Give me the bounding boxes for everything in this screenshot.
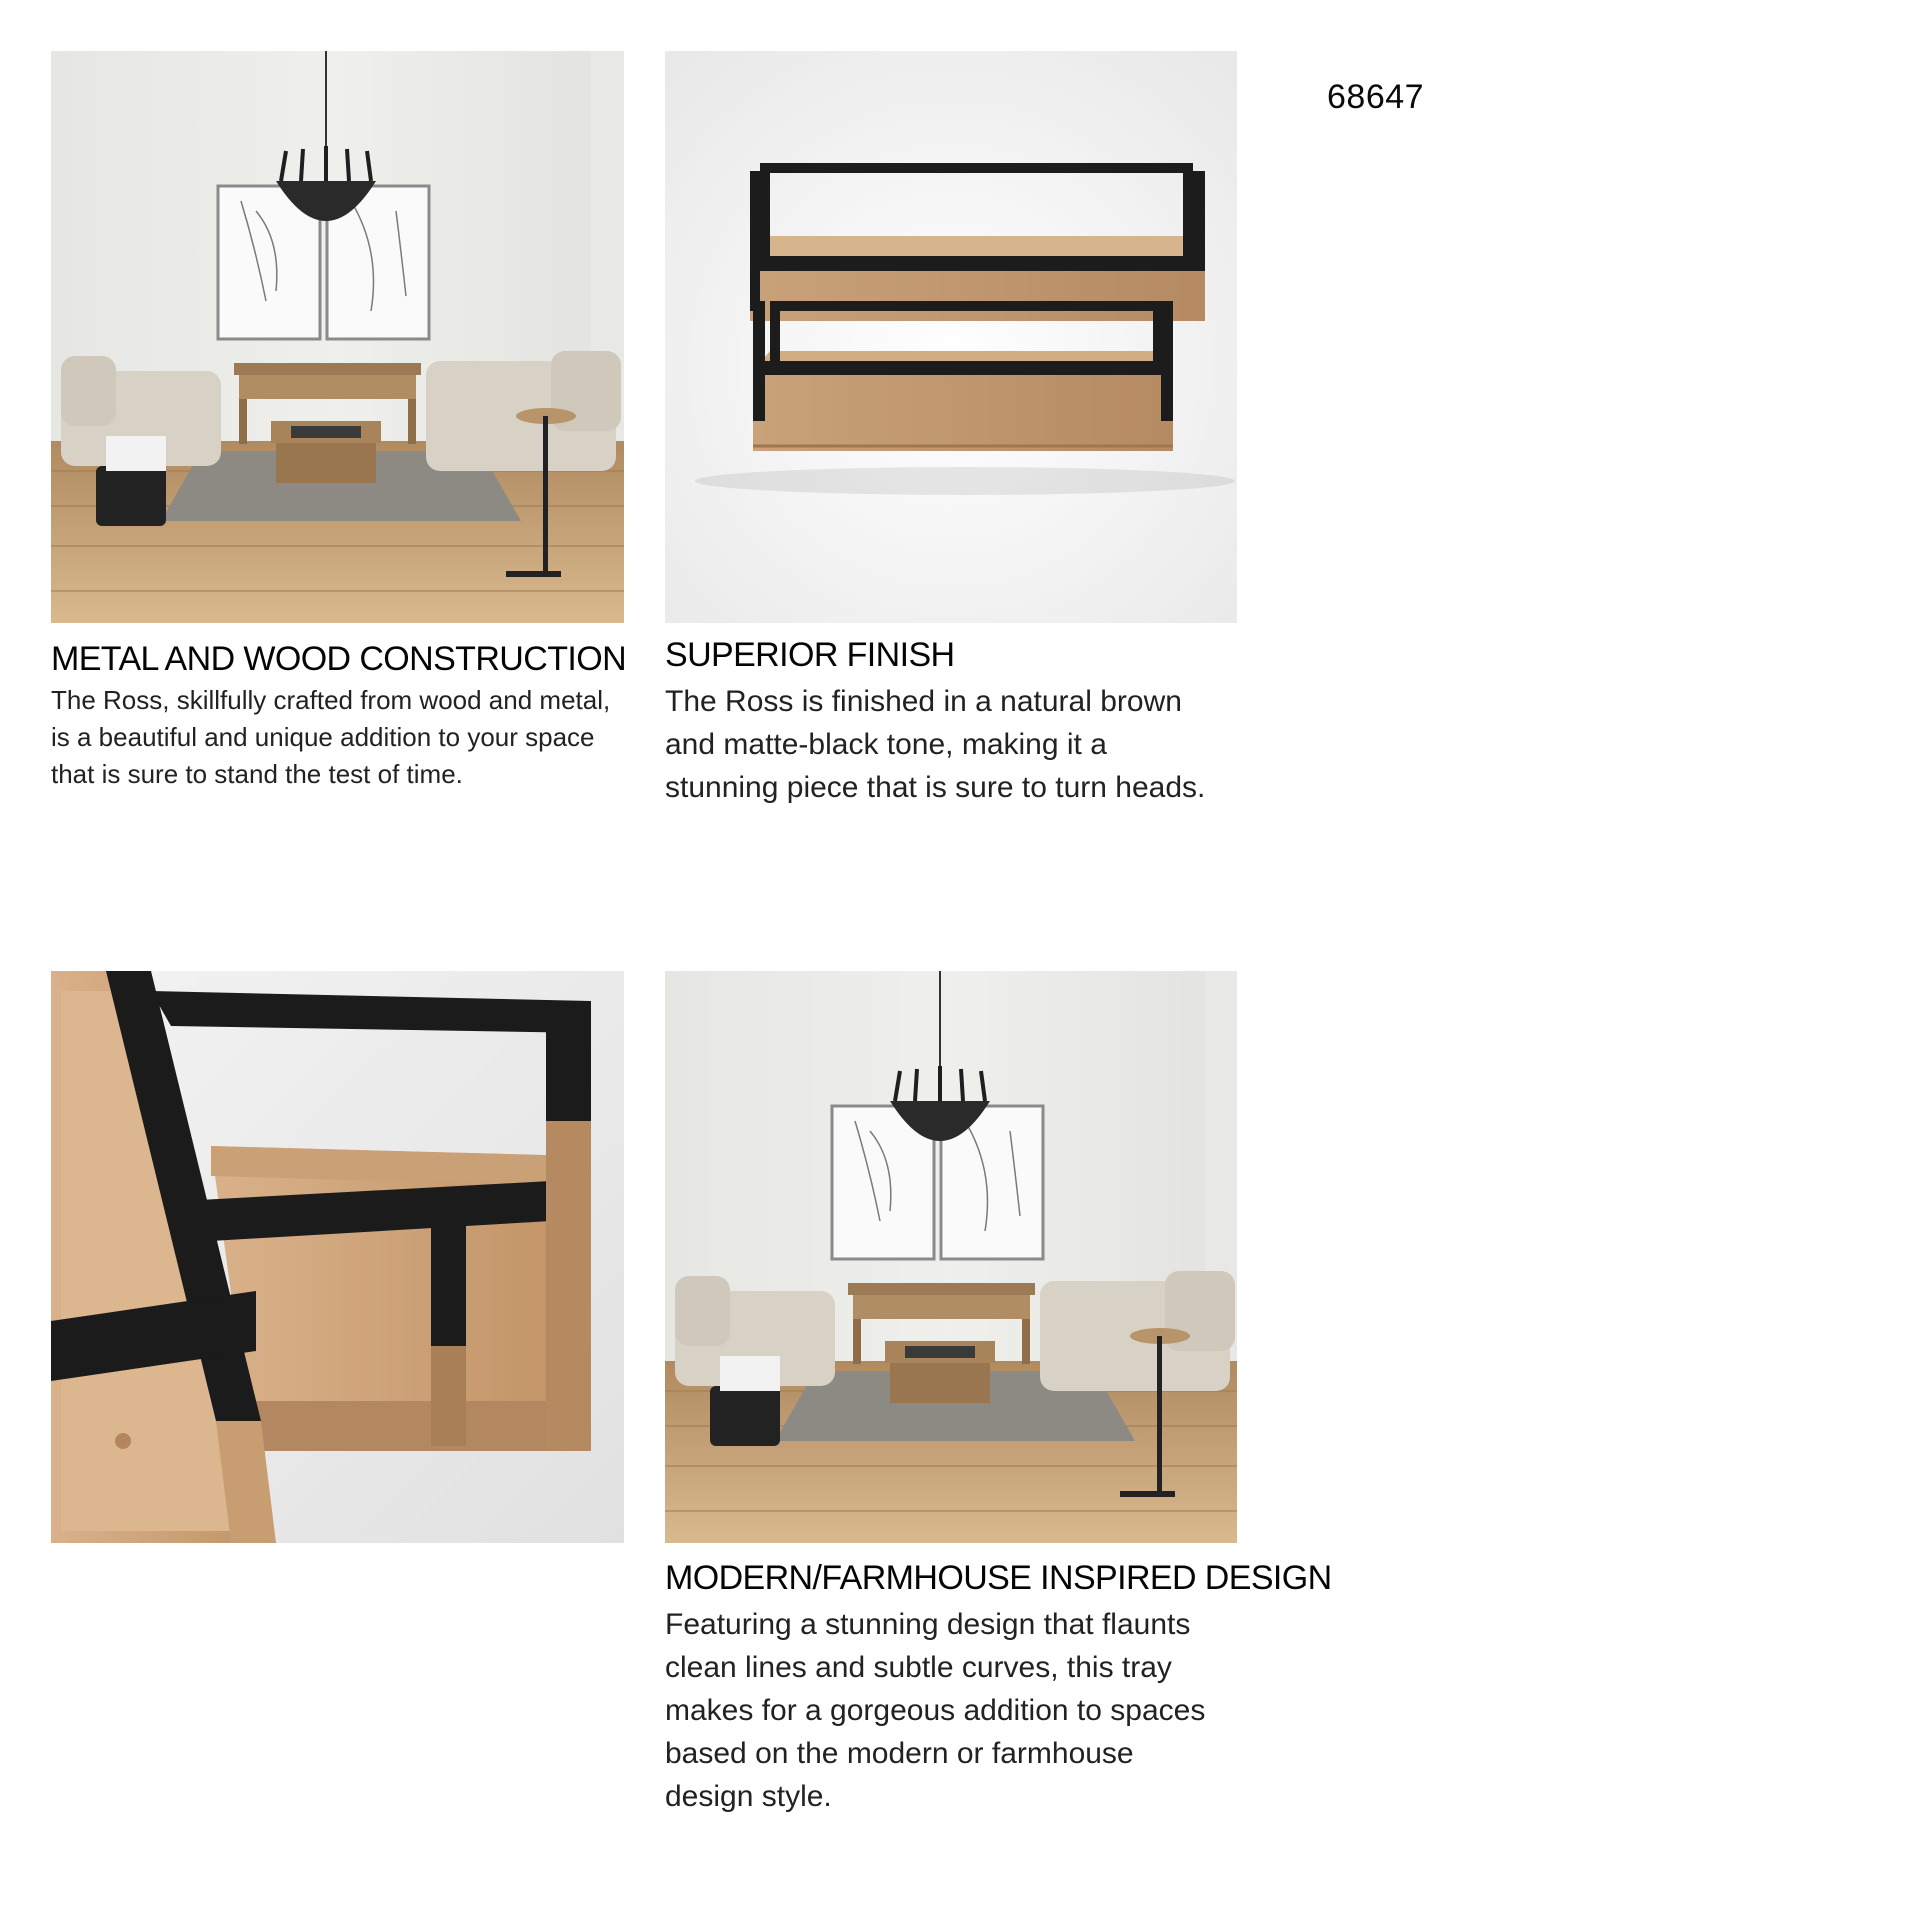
product-id: 68647 (1327, 78, 1425, 116)
feature-description: The Ross is finished in a natural brown and matte-black tone, making it a stunning piece that is sure to turn heads. (665, 685, 1206, 804)
feature-title: SUPERIOR FINISH (665, 636, 955, 674)
feature-description: Featuring a stunning design that flaunts clean lines and subtle curves, this tray makes for a gorgeous addition to spaces based on the modern or farmhouse design style. (665, 1608, 1206, 1813)
nested-trays-photo (665, 51, 1237, 623)
living-room-alt-photo (665, 971, 1237, 1543)
feature-description: The Ross, skillfully crafted from wood and metal, is a beautiful and unique addition to your space that is sure to stand the test of time. (51, 685, 611, 789)
living-room-photo (51, 51, 624, 623)
feature-title: MODERN/FARMHOUSE INSPIRED DESIGN (665, 1559, 1332, 1597)
feature-metal-wood (51, 640, 627, 793)
feature-superior-finish (665, 636, 1225, 809)
feature-title: METAL AND WOOD CONSTRUCTION (51, 640, 627, 678)
tray-detail-photo (51, 971, 624, 1543)
feature-design (665, 1559, 1385, 1818)
